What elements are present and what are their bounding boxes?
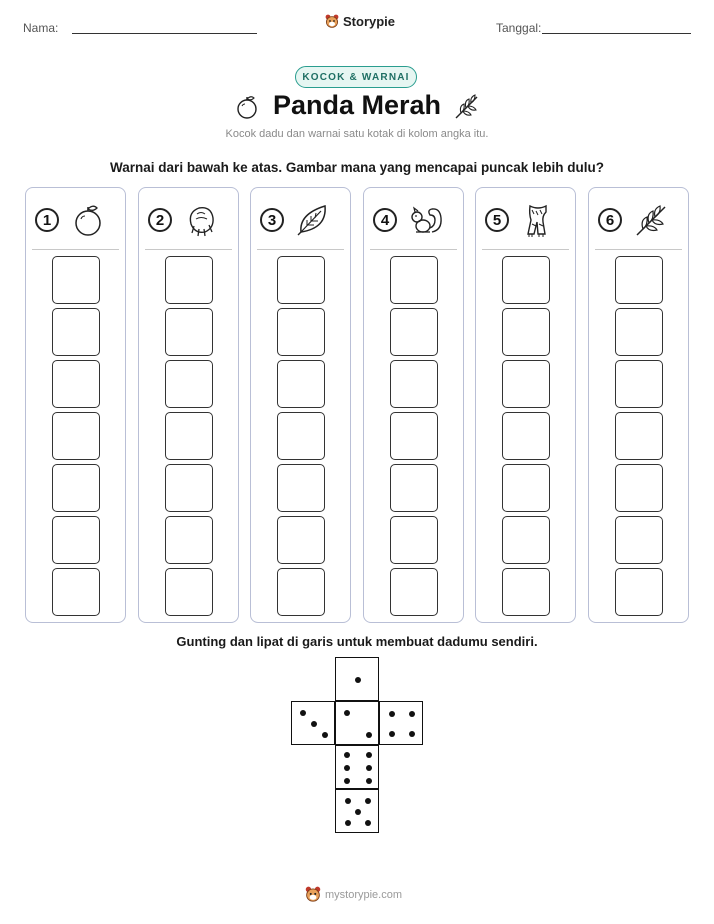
column-number: 1 xyxy=(35,208,59,232)
color-cell[interactable] xyxy=(52,516,100,564)
dice-pip xyxy=(389,711,395,717)
color-cell[interactable] xyxy=(165,360,213,408)
color-cell[interactable] xyxy=(615,464,663,512)
column-number: 6 xyxy=(598,208,622,232)
scarf-icon xyxy=(520,202,556,238)
color-cell[interactable] xyxy=(615,568,663,616)
color-cell[interactable] xyxy=(277,516,325,564)
dice-pip xyxy=(322,732,328,738)
name-line[interactable] xyxy=(72,33,257,34)
dice-face xyxy=(335,789,379,833)
color-cell[interactable] xyxy=(165,256,213,304)
bamboo-branch-icon xyxy=(453,93,481,121)
date-label: Tanggal: xyxy=(496,21,542,35)
column-header xyxy=(139,188,238,250)
brand-logo xyxy=(325,14,395,29)
dice-pip xyxy=(366,752,372,758)
dice-pip xyxy=(355,809,361,815)
color-cell[interactable] xyxy=(390,568,438,616)
dice-pip xyxy=(355,677,361,683)
dice-pip xyxy=(365,820,371,826)
color-cell[interactable] xyxy=(615,516,663,564)
dice-pip xyxy=(344,752,350,758)
dice-face xyxy=(291,701,335,745)
instruction-text: Warnai dari bawah ke atas. Gambar mana yang mencapai puncak lebih dulu? xyxy=(110,160,604,175)
dice-pip xyxy=(300,710,306,716)
color-cell[interactable] xyxy=(165,568,213,616)
bamboo-branch-icon xyxy=(633,202,669,238)
name-label: Nama: xyxy=(23,21,59,35)
dice-pip xyxy=(409,731,415,737)
dice-pip xyxy=(344,765,350,771)
dice-pip xyxy=(366,778,372,784)
color-cell[interactable] xyxy=(277,464,325,512)
color-cell[interactable] xyxy=(390,308,438,356)
brand-name: Storypie xyxy=(343,14,396,29)
dice-pip xyxy=(345,820,351,826)
color-cell[interactable] xyxy=(502,516,550,564)
color-cell[interactable] xyxy=(615,360,663,408)
panda-logo-icon xyxy=(325,14,339,29)
color-cell[interactable] xyxy=(277,568,325,616)
dice-face xyxy=(335,701,379,745)
color-cell[interactable] xyxy=(277,360,325,408)
column-number: 5 xyxy=(485,208,509,232)
column-divider xyxy=(482,249,569,250)
color-cell[interactable] xyxy=(502,308,550,356)
date-line[interactable] xyxy=(542,33,691,34)
color-cell[interactable] xyxy=(390,464,438,512)
column-5 xyxy=(475,187,576,623)
dice-pip xyxy=(365,798,371,804)
column-number: 2 xyxy=(148,208,172,232)
column-number: 3 xyxy=(260,208,284,232)
footer-url: mystorypie.com xyxy=(325,888,403,901)
dice-face xyxy=(379,701,423,745)
panda-logo-icon xyxy=(305,886,321,903)
dice-pip xyxy=(344,710,350,716)
dice-pip xyxy=(389,731,395,737)
color-cell[interactable] xyxy=(390,256,438,304)
dice-face xyxy=(335,745,379,789)
activity-badge: KOCOK & WARNAI xyxy=(295,66,417,88)
dice-pip xyxy=(366,765,372,771)
dice-pip xyxy=(366,732,372,738)
color-cell[interactable] xyxy=(52,308,100,356)
column-4 xyxy=(363,187,464,623)
column-divider xyxy=(595,249,682,250)
column-2 xyxy=(138,187,239,623)
color-cell[interactable] xyxy=(165,516,213,564)
color-cell[interactable] xyxy=(502,360,550,408)
color-cell[interactable] xyxy=(502,412,550,460)
column-number: 4 xyxy=(373,208,397,232)
color-cell[interactable] xyxy=(277,256,325,304)
column-header xyxy=(589,188,688,250)
column-1 xyxy=(25,187,126,623)
color-cell[interactable] xyxy=(615,256,663,304)
color-cell[interactable] xyxy=(277,308,325,356)
column-divider xyxy=(370,249,457,250)
squirrel-icon xyxy=(408,202,444,238)
color-cell[interactable] xyxy=(277,412,325,460)
paw-icon xyxy=(183,202,219,238)
column-header xyxy=(26,188,125,250)
apple-icon xyxy=(70,202,106,238)
color-cell[interactable] xyxy=(502,464,550,512)
page-title: Panda Merah xyxy=(272,90,442,120)
cut-instruction: Gunting dan lipat di garis untuk membuat dadumu sendiri. xyxy=(176,634,538,649)
color-cell[interactable] xyxy=(52,568,100,616)
dice-pip xyxy=(345,798,351,804)
color-cell[interactable] xyxy=(502,568,550,616)
column-divider xyxy=(32,249,119,250)
color-cell[interactable] xyxy=(390,516,438,564)
color-cell[interactable] xyxy=(390,412,438,460)
color-cell[interactable] xyxy=(165,308,213,356)
footer xyxy=(305,886,409,903)
color-cell[interactable] xyxy=(52,412,100,460)
dice-face xyxy=(335,657,379,701)
column-header xyxy=(476,188,575,250)
column-3 xyxy=(250,187,351,623)
dice-pip xyxy=(311,721,317,727)
color-cell[interactable] xyxy=(52,464,100,512)
dice-pip xyxy=(409,711,415,717)
column-header xyxy=(364,188,463,250)
column-divider xyxy=(145,249,232,250)
color-cell[interactable] xyxy=(52,360,100,408)
color-cell[interactable] xyxy=(165,412,213,460)
color-cell[interactable] xyxy=(615,412,663,460)
color-cell[interactable] xyxy=(615,308,663,356)
column-header xyxy=(251,188,350,250)
color-cell[interactable] xyxy=(390,360,438,408)
column-divider xyxy=(257,249,344,250)
dice-pip xyxy=(344,778,350,784)
column-6 xyxy=(588,187,689,623)
page-subtitle: Kocok dadu dan warnai satu kotak di kolom angka itu. xyxy=(225,128,489,140)
color-cell[interactable] xyxy=(52,256,100,304)
color-cell[interactable] xyxy=(502,256,550,304)
leaf-icon xyxy=(295,202,331,238)
color-cell[interactable] xyxy=(165,464,213,512)
